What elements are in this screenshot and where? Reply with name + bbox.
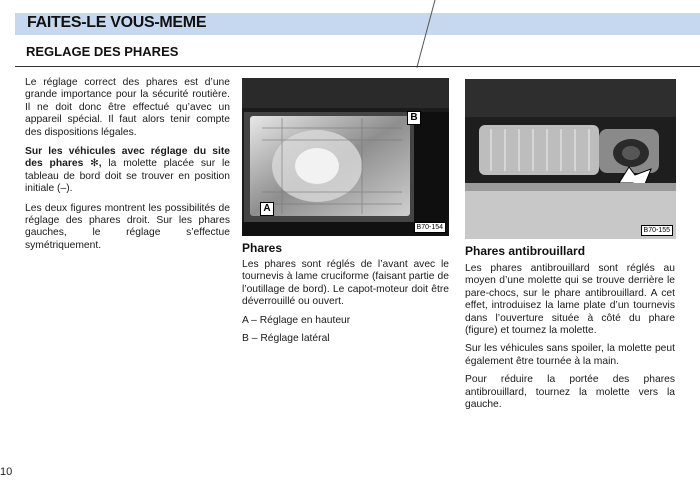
phares-title: Phares — [242, 241, 283, 255]
section-title: REGLAGE DES PHARES — [26, 44, 179, 59]
intro-paragraph-3: Les deux figures montrent les possibilités de réglage des phares droit. Sur les phares gauches, le réglage s’effectue symétriquement. — [25, 202, 230, 251]
figure-code: B70-155 — [641, 225, 673, 236]
phares-column — [242, 259, 449, 351]
intro-paragraph-1: Le réglage correct des phares est d’une grande importance pour la sécurité routière. Il ne doit donc être effectué qu’avec un appareil spécial. Il faut alors tenir compte des dispositions légales. — [25, 77, 230, 138]
section-divider — [15, 66, 700, 67]
headlamp-photo — [242, 78, 449, 236]
antibrouillard-column — [465, 263, 675, 417]
phares-item-a: A – Réglage en hauteur — [242, 314, 351, 326]
foglamp-illustration — [465, 79, 676, 239]
figure-code: B70-154 — [414, 222, 446, 233]
label-a: A — [260, 202, 274, 216]
antibrouillard-paragraph-1: Les phares antibrouillard sont réglés au moyen d’une molette qui se trouve derrière le pare-chocs, sur le phare antibrouillard. A cet effet, introduisez la lame plate d’un tournevis dans l’ouverture située à côté du phare (figure) et tournez la molette. — [465, 263, 675, 337]
intro-paragraph-2 — [25, 146, 230, 196]
antibrouillard-paragraph-2: Sur les véhicules sans spoiler, la molette peut également être tournée à la main. — [465, 343, 675, 367]
intro-paragraph-2-bold: Sur les véhicules avec réglage du site des phares ✻, — [25, 146, 230, 170]
foglamp-photo — [465, 79, 676, 239]
label-b: B — [407, 111, 421, 125]
antibrouillard-title: Phares antibrouillard — [465, 244, 586, 258]
intro-paragraph-2-rest: la molette placée sur le tableau de bord doit se trouver en position initiale (–). — [25, 158, 230, 195]
page-number: 10 — [0, 466, 13, 478]
intro-column — [25, 77, 230, 259]
phares-paragraph: Les phares sont réglés de l’avant avec le tournevis à lame cruciforme (faisant partie de l’outillage de bord). Le capot-moteur doit être déverrouillé ou ouvert. — [242, 259, 449, 308]
phares-item-b: B – Réglage latéral — [242, 333, 330, 345]
banner-title: FAITES-LE VOUS-MEME — [27, 14, 207, 31]
antibrouillard-paragraph-3: Pour réduire la portée des phares antibrouillard, tournez la molette vers la gauche. — [465, 374, 675, 411]
